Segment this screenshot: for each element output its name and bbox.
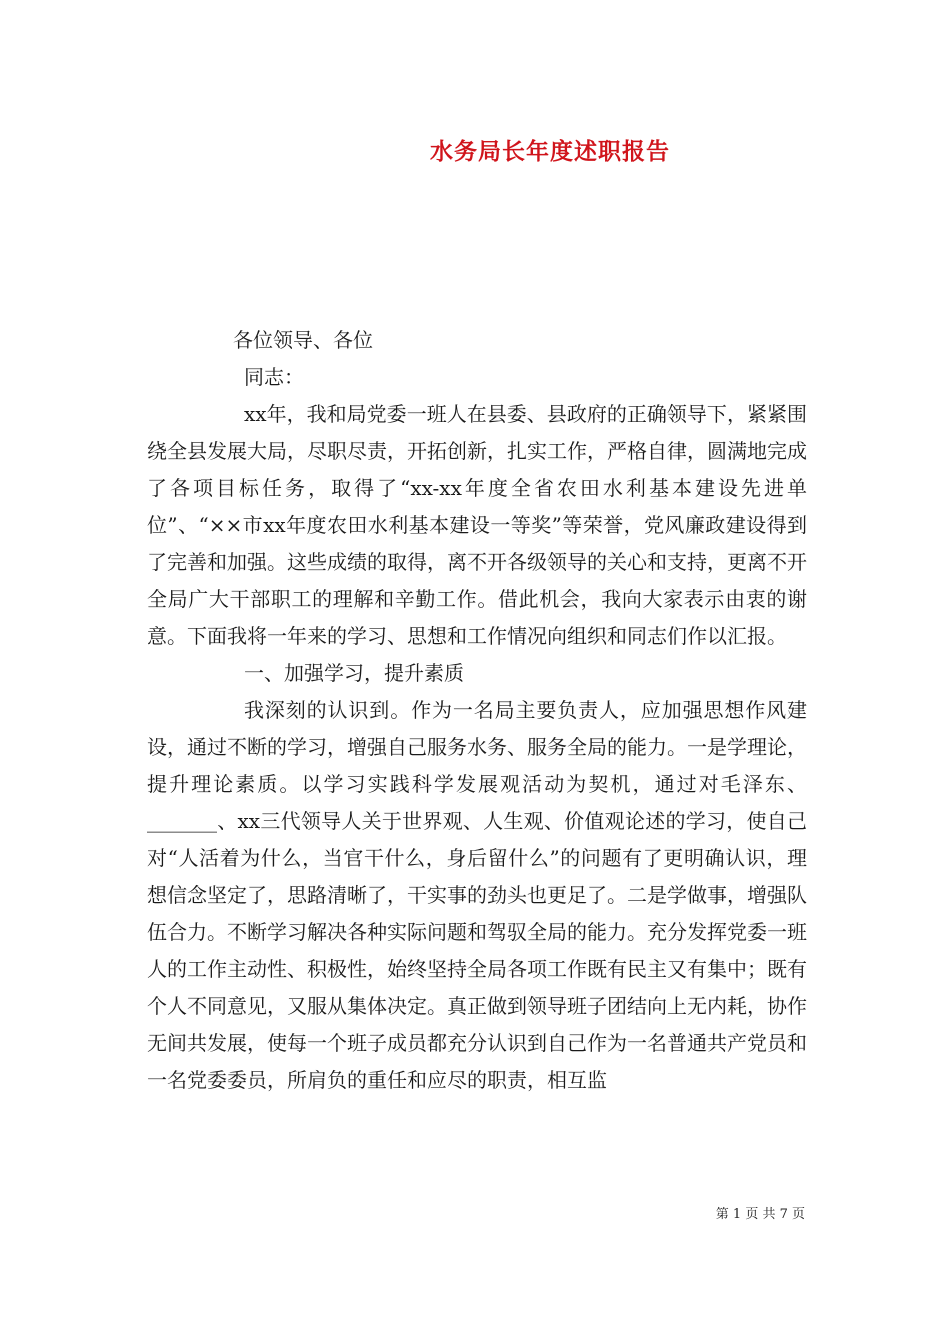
paragraph-intro: xx年，我和局党委一班人在县委、县政府的正确领导下，紧紧围绕全县发展大局，尽职尽责，开拓创新，扎实工作，严格自律，圆满地完成了各项目标任务，取得了“xx-xx年度全省农田水利基本建设先进单位”、“××市xx年度农田水利基本建设一等奖”等荣誉，党风廉政建设得到了完善和加强。这些成绩的取得，离不开各级领导的关心和支持，更离不开全局广大干部职工的理解和辛勤工作。借此机会，我向大家表示由衷的谢意。下面我将一年来的学习、思想和工作情况向组织和同志们作以汇报。 xyxy=(147,402,807,648)
document-title xyxy=(0,133,950,166)
document-body xyxy=(147,322,807,1099)
salutation-line-2: 同志： xyxy=(244,365,304,389)
paragraph-section-1: 我深刻的认识到。作为一名局主要负责人，应加强思想作风建设，通过不断的学习，增强自己服务水务、服务全局的能力。一是学理论，提升理论素质。以学习实践科学发展观活动为契机，通过对毛泽东、_______、xx三代领导人关于世界观、人生观、价值观论述的学习，使自己对“人活着为什么，当官干什么，身后留什么”的问题有了更明确认识，理想信念坚定了，思路清晰了，干实事的劲头也更足了。二是学做事，增强队伍合力。不断学习解决各种实际问题和驾驭全局的能力。充分发挥党委一班人的工作主动性、积极性，始终坚持全局各项工作既有民主又有集中；既有个人不同意见，又服从集体决定。真正做到领导班子团结向上无内耗，协作无间共发展，使每一个班子成员都充分认识到自己作为一名普通共产党员和一名党委委员，所肩负的重任和应尽的职责，相互监 xyxy=(147,698,807,1092)
salutation-line-1: 各位领导、各位 xyxy=(233,328,373,352)
page-footer: 第 1 页 共 7 页 xyxy=(715,1207,805,1222)
document-title-text: 水务局长年度述职报告 xyxy=(430,138,670,165)
section-heading-1: 一、加强学习，提升素质 xyxy=(244,661,464,685)
